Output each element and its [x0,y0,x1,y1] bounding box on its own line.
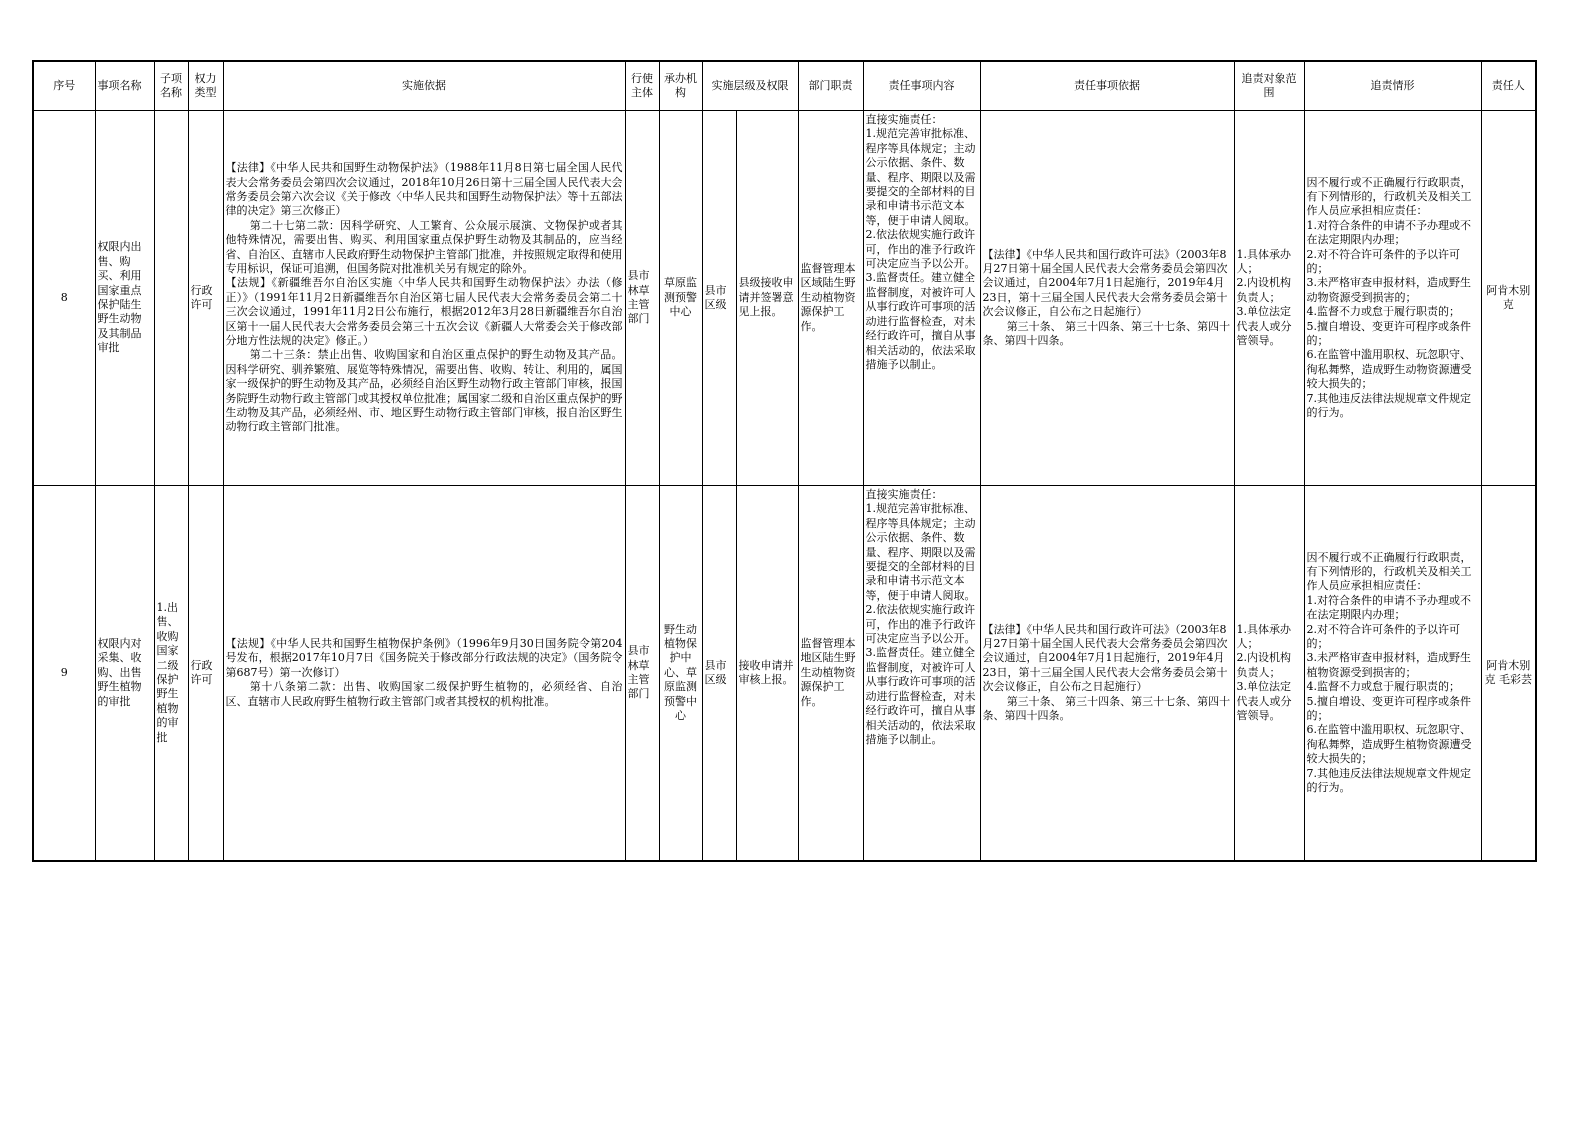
basis-paragraph: 【法律】《中华人民共和国野生动物保护法》（1988年11月8日第七届全国人民代表大会常务委员会第四次会议通过，2018年10月26日第十三届全国人民代表大会常务委员会第六次会议《关于修改〈中华人民共和国野生动物保护法〉等十五部法律的决定》第三次修正） [225,161,623,218]
cell-basis [223,486,625,862]
basis-paragraph: 第十八条第二款：出售、收购国家二级保护野生植物的，必须经省、自治区、直辖市人民政府野生植物行政主管部门或者其授权的机构批准。 [225,680,623,708]
col-header-resp-content: 责任事项内容 [863,61,980,111]
col-header-basis: 实施依据 [223,61,625,111]
header-row [33,61,1536,111]
basis-paragraph: 【法规】《中华人民共和国野生植物保护条例》（1996年9月30日国务院令第204号发布，根据2017年10月7日《国务院关于修改部分行政法规的决定》（国务院令第687号）第一次修订） [225,636,623,679]
cell-resp-content: 直接实施责任： 1.规范完善审批标准、程序等具体规定；主动公示依据、条件、数量、程序、期限以及需要提交的全部材料的目录和申请书示范文本等，便于申请人阅取。 2.依法依规实施行政许可，作出的准予行政许可决定应当予以公开。 3.监督责任。建立健全监督制度，对被许可人从事行政许可事项的活动进行监督检查，对未经行政许可，擅自从事相关活动的，依法采取措施予以制止。 [863,486,980,862]
cell-level-a: 县市区级 [702,486,736,862]
cell-basis [223,111,625,486]
table-row [33,486,1536,862]
cell-power-type: 行政许可 [188,111,223,486]
cell-agency: 野生动植物保护中心、草原监测预警中心 [659,486,702,862]
cell-sub-item [154,111,188,486]
col-header-seq: 序号 [33,61,95,111]
resp-basis-articles: 第三十条、 第三十四条、第三十七条、第四十条、第四十四条。 [982,319,1231,348]
col-header-item-name: 事项名称 [95,61,154,111]
cell-level-a: 县市区级 [702,111,736,486]
cell-seq: 9 [33,486,95,862]
cell-situation: 因不履行或不正确履行行政职责，有下列情形的，行政机关及相关工作人员应承担相应责任： 1.对符合条件的申请不予办理或不在法定期限内办理； 2.对不符合许可条件的予以许可的； 3.未严格审查申报材料，造成野生动物资源受到损害的； 4.监督不力或怠于履行职责的； 5.擅自增设、变更许可程序或条件的； 6.在监管中滥用职权、玩忽职守、徇私舞弊，造成野生动物资源遭受较大损失的； 7.其他违反法律法规规章文件规定的行为。 [1304,111,1481,486]
cell-subject: 县市林草主管部门 [625,486,659,862]
basis-paragraph: 第二十七第二款：因科学研究、人工繁育、公众展示展演、文物保护或者其他特殊情况，需要出售、购买、利用国家重点保护野生动物及其制品的，应当经省、自治区、直辖市人民政府野生动物保护主管部门批准，并按照规定取得和使用专用标识，保证可追溯，但国务院对批准机关另有规定的除外。 [225,218,623,275]
col-header-subject: 行使主体 [625,61,659,111]
col-header-sub-item: 子项名称 [154,61,188,111]
col-header-power-type: 权力类型 [188,61,223,111]
cell-situation: 因不履行或不正确履行行政职责，有下列情形的，行政机关及相关工作人员应承担相应责任： 1.对符合条件的申请不予办理或不在法定期限内办理； 2.对不符合许可条件的予以许可的； 3.未严格审查申报材料，造成野生植物资源受到损害的； 4.监督不力或怠于履行职责的； 5.擅自增设、变更许可程序或条件的； 6.在监管中滥用职权、玩忽职守、徇私舞弊，造成野生植物资源遭受较大损失的； 7.其他违反法律法规规章文件规定的行为。 [1304,486,1481,862]
cell-sub-item: 1.出售、收购国家二级保护野生植物的审批 [154,486,188,862]
cell-scope: 1.具体承办人； 2.内设机构负责人； 3.单位法定代表人或分管领导。 [1234,111,1304,486]
cell-agency: 草原监测预警中心 [659,111,702,486]
col-header-level: 实施层级及权限 [702,61,798,111]
col-header-agency: 承办机构 [659,61,702,111]
basis-paragraph: 第二十三条：禁止出售、收购国家和自治区重点保护的野生动物及其产品。因科学研究、驯养繁殖、展览等特殊情况，需要出售、收购、转让、利用的，属国家一级保护的野生动物及其产品，必须经自治区野生动物行政主管部门审核，报国务院野生动物行政主管部门或其授权单位批准；属国家二级和自治区重点保护的野生动物及其产品，必须经州、市、地区野生动物行政主管部门审核，报自治区野生动物行政主管部门批准。 [225,348,623,434]
cell-duty: 监督管理本地区陆生野生动植物资源保护工作。 [798,486,863,862]
col-header-resp-basis: 责任事项依据 [980,61,1234,111]
responsibility-table [32,60,1537,862]
col-header-person: 责任人 [1481,61,1536,111]
cell-resp-basis [980,111,1234,486]
cell-item-name: 权限内对采集、收购、出售野生植物的审批 [95,486,154,862]
resp-basis-articles: 第三十条、 第三十四条、第三十七条、第四十条、第四十四条。 [982,694,1231,723]
cell-power-type: 行政许可 [188,486,223,862]
cell-subject: 县市林草主管部门 [625,111,659,486]
cell-resp-basis [980,486,1234,862]
cell-seq: 8 [33,111,95,486]
resp-basis-law: 【法律】《中华人民共和国行政许可法》（2003年8月27日第十届全国人民代表大会常务委员会第四次会议通过，自2004年7月1日起施行，2019年4月23日，第十三届全国人民代表大会常务委员会第十次会议修正，自公布之日起施行） [982,247,1228,319]
cell-person: 阿肯木别克 [1481,111,1536,486]
cell-scope: 1.具体承办人； 2.内设机构负责人； 3.单位法定代表人或分管领导。 [1234,486,1304,862]
col-header-scope: 追责对象范围 [1234,61,1304,111]
cell-resp-content: 直接实施责任： 1.规范完善审批标准、程序等具体规定；主动公示依据、条件、数量、程序、期限以及需要提交的全部材料的目录和申请书示范文本等，便于申请人阅取。 2.依法依规实施行政许可，作出的准予行政许可决定应当予以公开。 3.监督责任。建立健全监督制度，对被许可人从事行政许可事项的活动进行监督检查，对未经行政许可，擅自从事相关活动的，依法采取措施予以制止。 [863,111,980,486]
cell-level-b: 县级接收申请并签署意见上报。 [736,111,798,486]
table-row [33,111,1536,486]
col-header-duty: 部门职责 [798,61,863,111]
cell-level-b: 接收申请并审核上报。 [736,486,798,862]
basis-paragraph: 【法规】《新疆维吾尔自治区实施〈中华人民共和国野生动物保护法〉办法（修正）》（1991年11月2日新疆维吾尔自治区第七届人民代表大会常务委员会第二十三次会议通过，1991年11月2日公布施行，根据2012年3月28日新疆维吾尔自治区第十一届人民代表大会常务委员会第三十五次会议《新疆人大常委会关于修改部分地方性法规的决定》修正。） [225,276,623,348]
cell-duty: 监督管理本区域陆生野生动植物资源保护工作。 [798,111,863,486]
cell-person: 阿肯木别克 毛彩芸 [1481,486,1536,862]
col-header-situation: 追责情形 [1304,61,1481,111]
resp-basis-law: 【法律】《中华人民共和国行政许可法》（2003年8月27日第十届全国人民代表大会常务委员会第四次会议通过，自2004年7月1日起施行，2019年4月23日，第十三届全国人民代表大会常务委员会第十次会议修正，自公布之日起施行） [982,622,1228,694]
cell-item-name: 权限内出售、购买、利用国家重点保护陆生野生动物及其制品审批 [95,111,154,486]
